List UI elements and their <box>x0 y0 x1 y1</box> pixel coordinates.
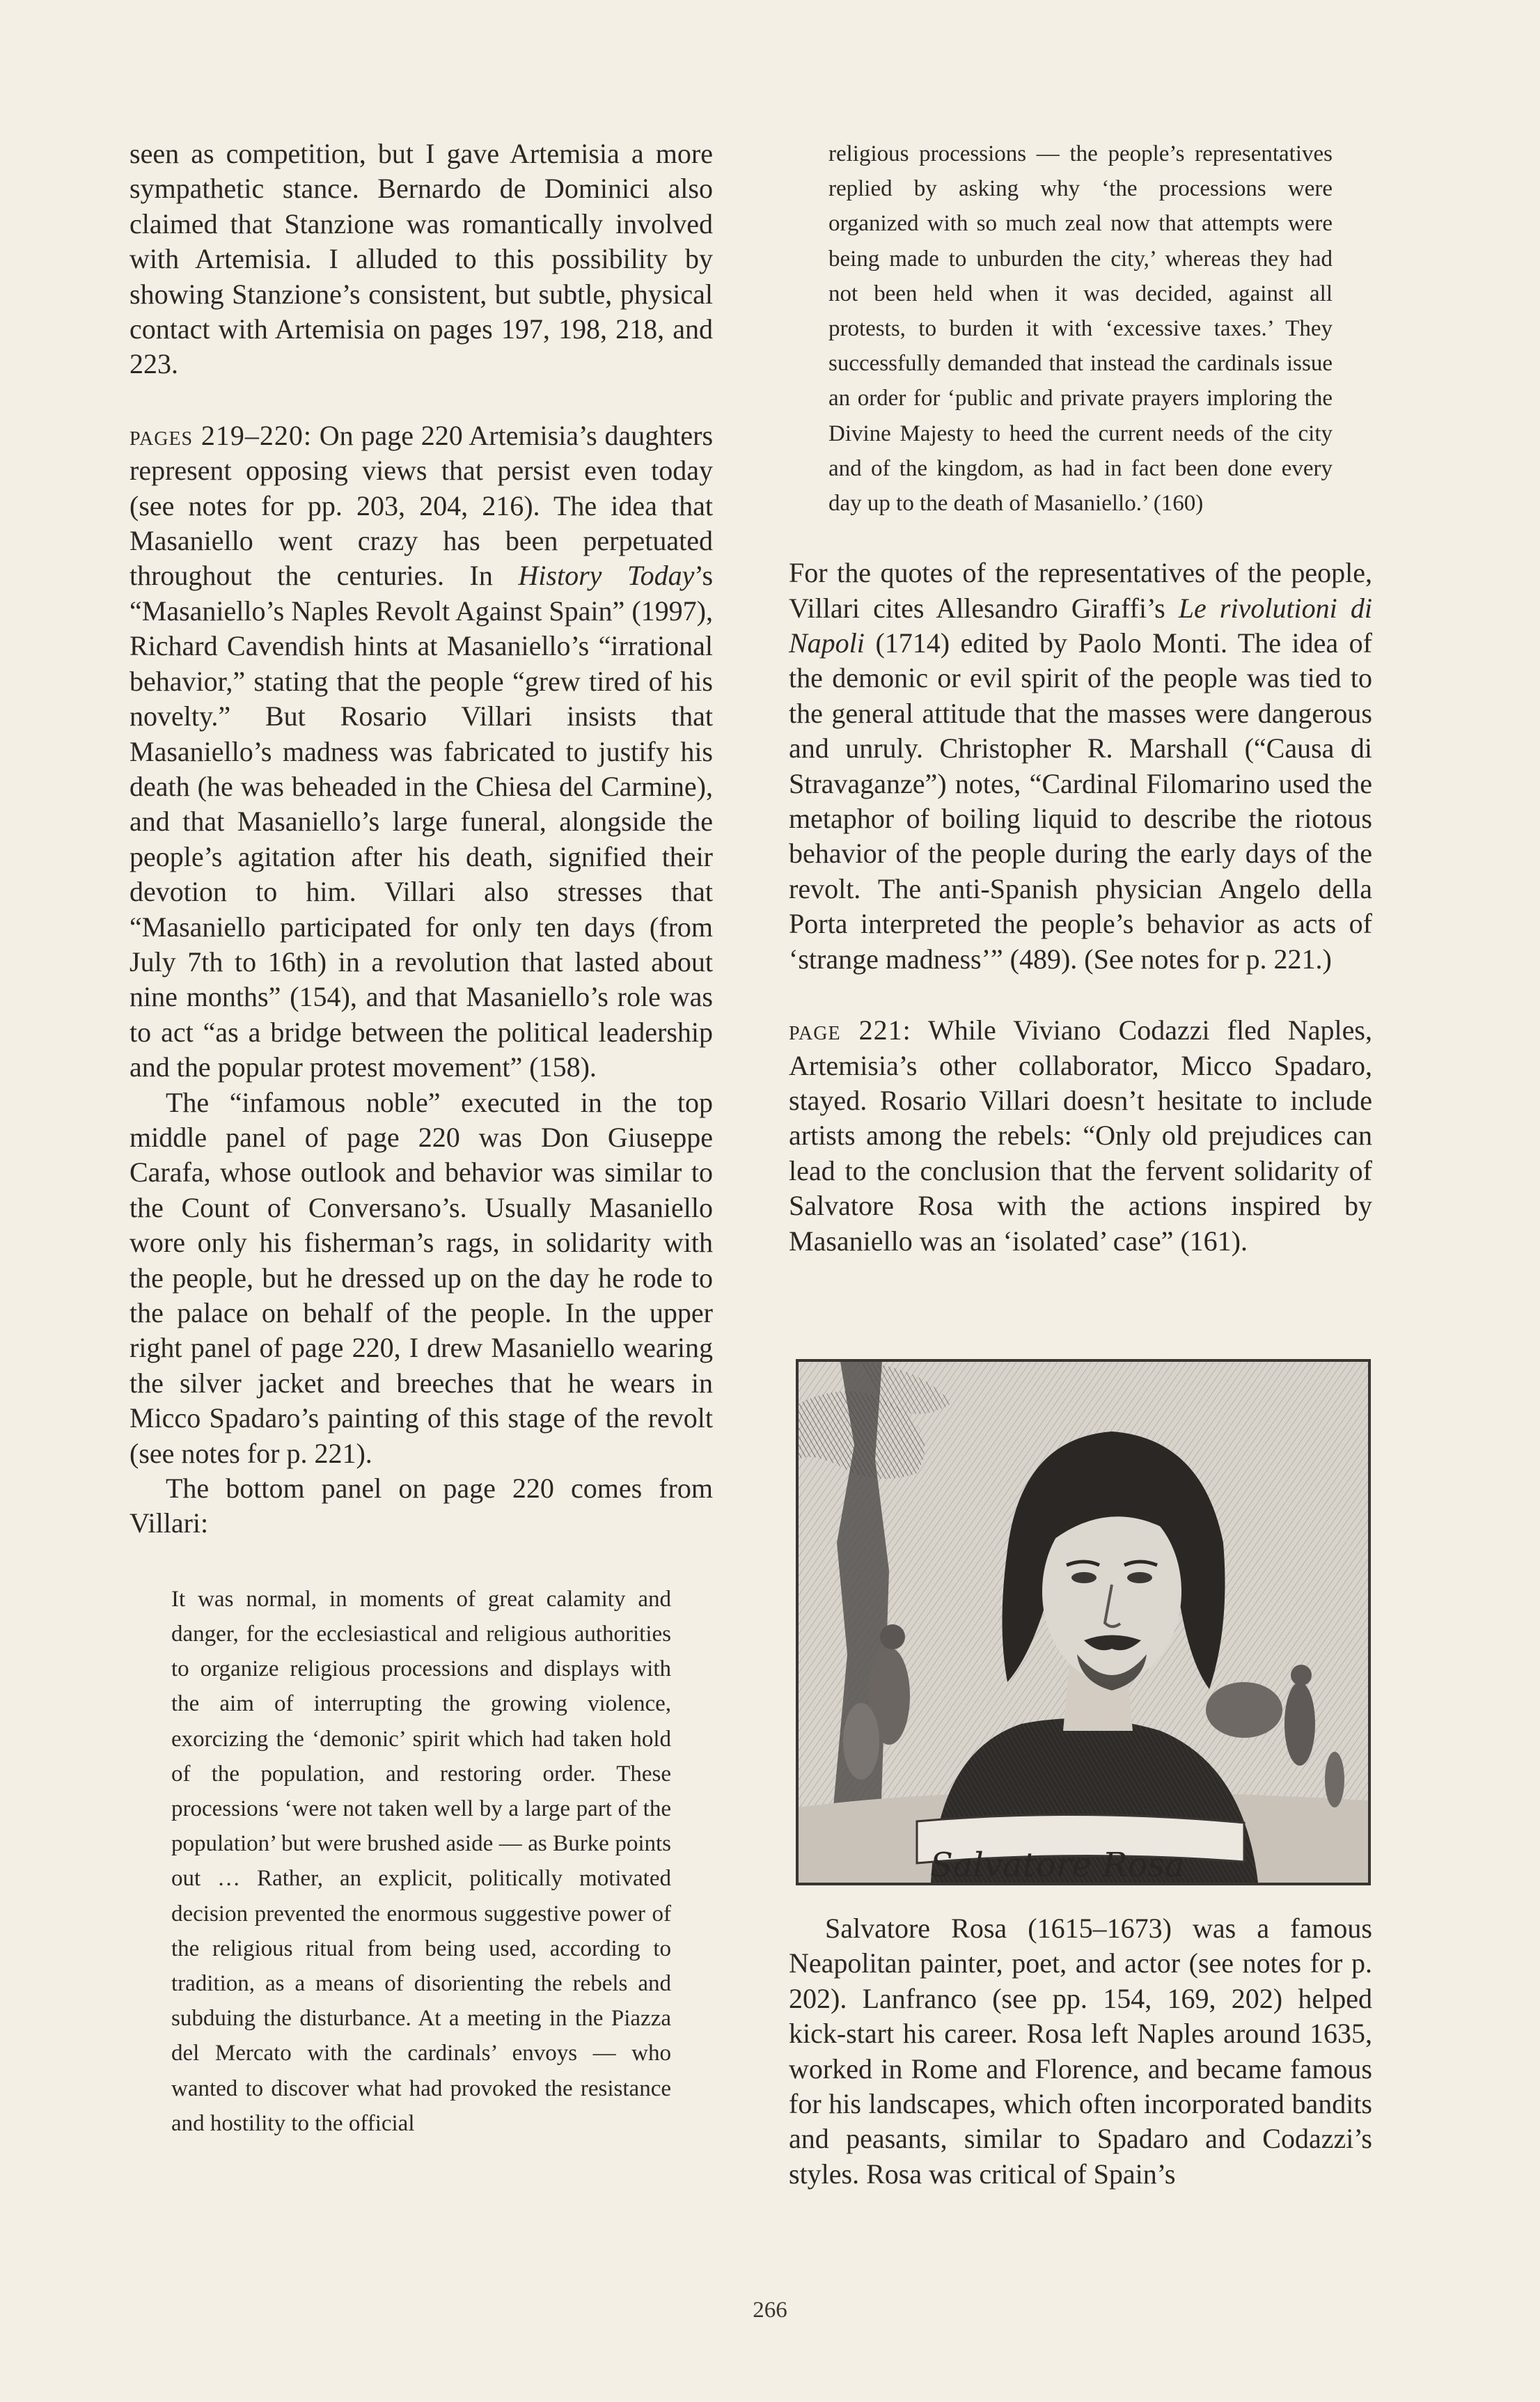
paragraph <box>789 556 1372 977</box>
right-column-continued <box>789 1911 1372 2192</box>
paragraph: seen as competition, but I gave Artemisia a more sympathetic stance. Bernardo de Dominici also claimed that Stanzione was romantically involved with Artemisia. I alluded to this possibility by showing Stanzione’s consistent, but subtle, physical contact with Artemisia on pages 197, 198, 218, and 223. <box>129 138 713 380</box>
text-run: For the quotes of the representatives of the people, Villari cites Allesandro Giraffi’s <box>789 557 1372 624</box>
italic-title: History Today <box>518 560 695 592</box>
paragraph <box>789 1013 1372 1259</box>
section-heading: page 221: <box>789 1014 911 1046</box>
text-run: (1714) edited by Paolo Monti. The idea of the demonic or evil spirit of the people was tied to the general attitude that the masses were dangerous and unruly. Christopher R. Marshall (“Causa di Stravaganze”) notes, “Cardinal Filomarino used the metaphor of boiling liquid to describe the riotous behavior of the people during the early days of the revolt. The anti-Spanish physician Angelo della Porta interpreted the people’s behavior as acts of ‘strange madness’” (489). (See notes for p. 221.) <box>789 627 1372 975</box>
portrait-drawing <box>799 1362 1368 1883</box>
page-number: 266 <box>753 2298 787 2323</box>
italic-title: Le rivolutioni di Napoli <box>789 592 1372 659</box>
paragraph <box>129 418 713 1085</box>
salvatore-rosa-illustration <box>796 1359 1371 1885</box>
right-column <box>789 136 1372 1259</box>
left-column <box>129 136 713 2141</box>
paragraph: Salvatore Rosa (1615–1673) was a famous Neapolitan painter, poet, and actor (see notes for p. 202). Lanfranco (see pp. 154, 169, 202) helped kick-start his career. Rosa left Naples around 1635, worked in Rome and Florence, and became famous for his landscapes, which often incorporated bandits and peasants, similar to Spadaro and Codazzi’s styles. Rosa was critical of Spain’s <box>789 1913 1372 2190</box>
paragraph: The “infamous noble” executed in the top middle panel of page 220 was Don Giuseppe Carafa, whose outlook and behavior was similar to the Count of Conversano’s. Usually Masaniello wore only his fisherman’s rags, in solidarity with the people, but he dressed up on the day he rode to the palace on behalf of the people. In the upper right panel of page 220, I drew Masaniello wearing the silver jacket and breeches that he wears in Micco Spadaro’s painting of this stage of the revolt (see notes for p. 221). <box>129 1086 713 1469</box>
paragraph: The bottom panel on page 220 comes from Villari: <box>129 1473 713 1539</box>
text-run: While Viviano Codazzi fled Naples, Artemisia’s other collaborator, Micco Spadaro, stayed. Rosario Villari doesn’t hesitate to include artists among the rebels: “Only old prejudices can lead to the conclusion that the fervent solidarity of Salvatore Rosa with the actions inspired by Masaniello was an ‘isolated’ case” (161). <box>789 1014 1372 1257</box>
text-run: ’s “Masaniello’s Naples Revolt Against Spain” (1997), Richard Cavendish hints at Masaniello’s “irrational behavior,” stating that the people “grew tired of his novelty.” But Rosario Villari insists that Masaniello’s madness was fabricated to justify his death (he was beheaded in the Chiesa del Carmine), and that Masaniello’s large funeral, alongside the people’s agitation after his death, signified their devotion to him. Villari also stresses that “Masaniello participated for only ten days (from July 7th to 16th) in a revolution that lasted about nine months” (154), and that Masaniello’s role was to act “as a bridge between the political leadership and the popular protest movement” (158). <box>129 560 714 1083</box>
section-heading: pages 219–220: <box>129 419 313 451</box>
text-run: On page 220 Artemisia’s daughters represent opposing views that persist even today (see notes for pp. 203, 204, 216). The idea that Masaniello went crazy has been perpetuated throughout the centuries. In <box>129 419 714 592</box>
illustration-caption: Salvatore Rosa <box>930 1846 1185 1885</box>
block-quote: It was normal, in moments of great calamity and danger, for the ecclesiastical and religious authorities to organize religious processions and displays with the aim of interrupting the growing violence, exorcizing the ‘demonic’ spirit which had taken hold of the population, and restoring order. These processions ‘were not taken well by a large part of the population’ but were brushed aside — as Burke points out … Rather, an explicit, politically motivated decision prevented the enormous suggestive power of the religious ritual from being used, according to tradition, as a means of disorienting the rebels and subduing the disturbance. At a meeting in the Piazza del Mercato with the cardinals’ envoys — who wanted to discover what had provoked the resistance and hostility to the official <box>171 1586 671 2136</box>
block-quote: religious processions — the people’s representatives replied by asking why ‘the processions were organized with so much zeal now that attempts were being made to unburden the city,’ whereas they had not been held when it was decided, against all protests, to burden it with ‘excessive taxes.’ They successfully demanded that instead the cardinals issue an order for ‘public and private prayers imploring the Divine Majesty to heed the current needs of the city and of the kingdom, as had in fact been done every day up to the death of Masaniello.’ (160) <box>828 141 1333 517</box>
